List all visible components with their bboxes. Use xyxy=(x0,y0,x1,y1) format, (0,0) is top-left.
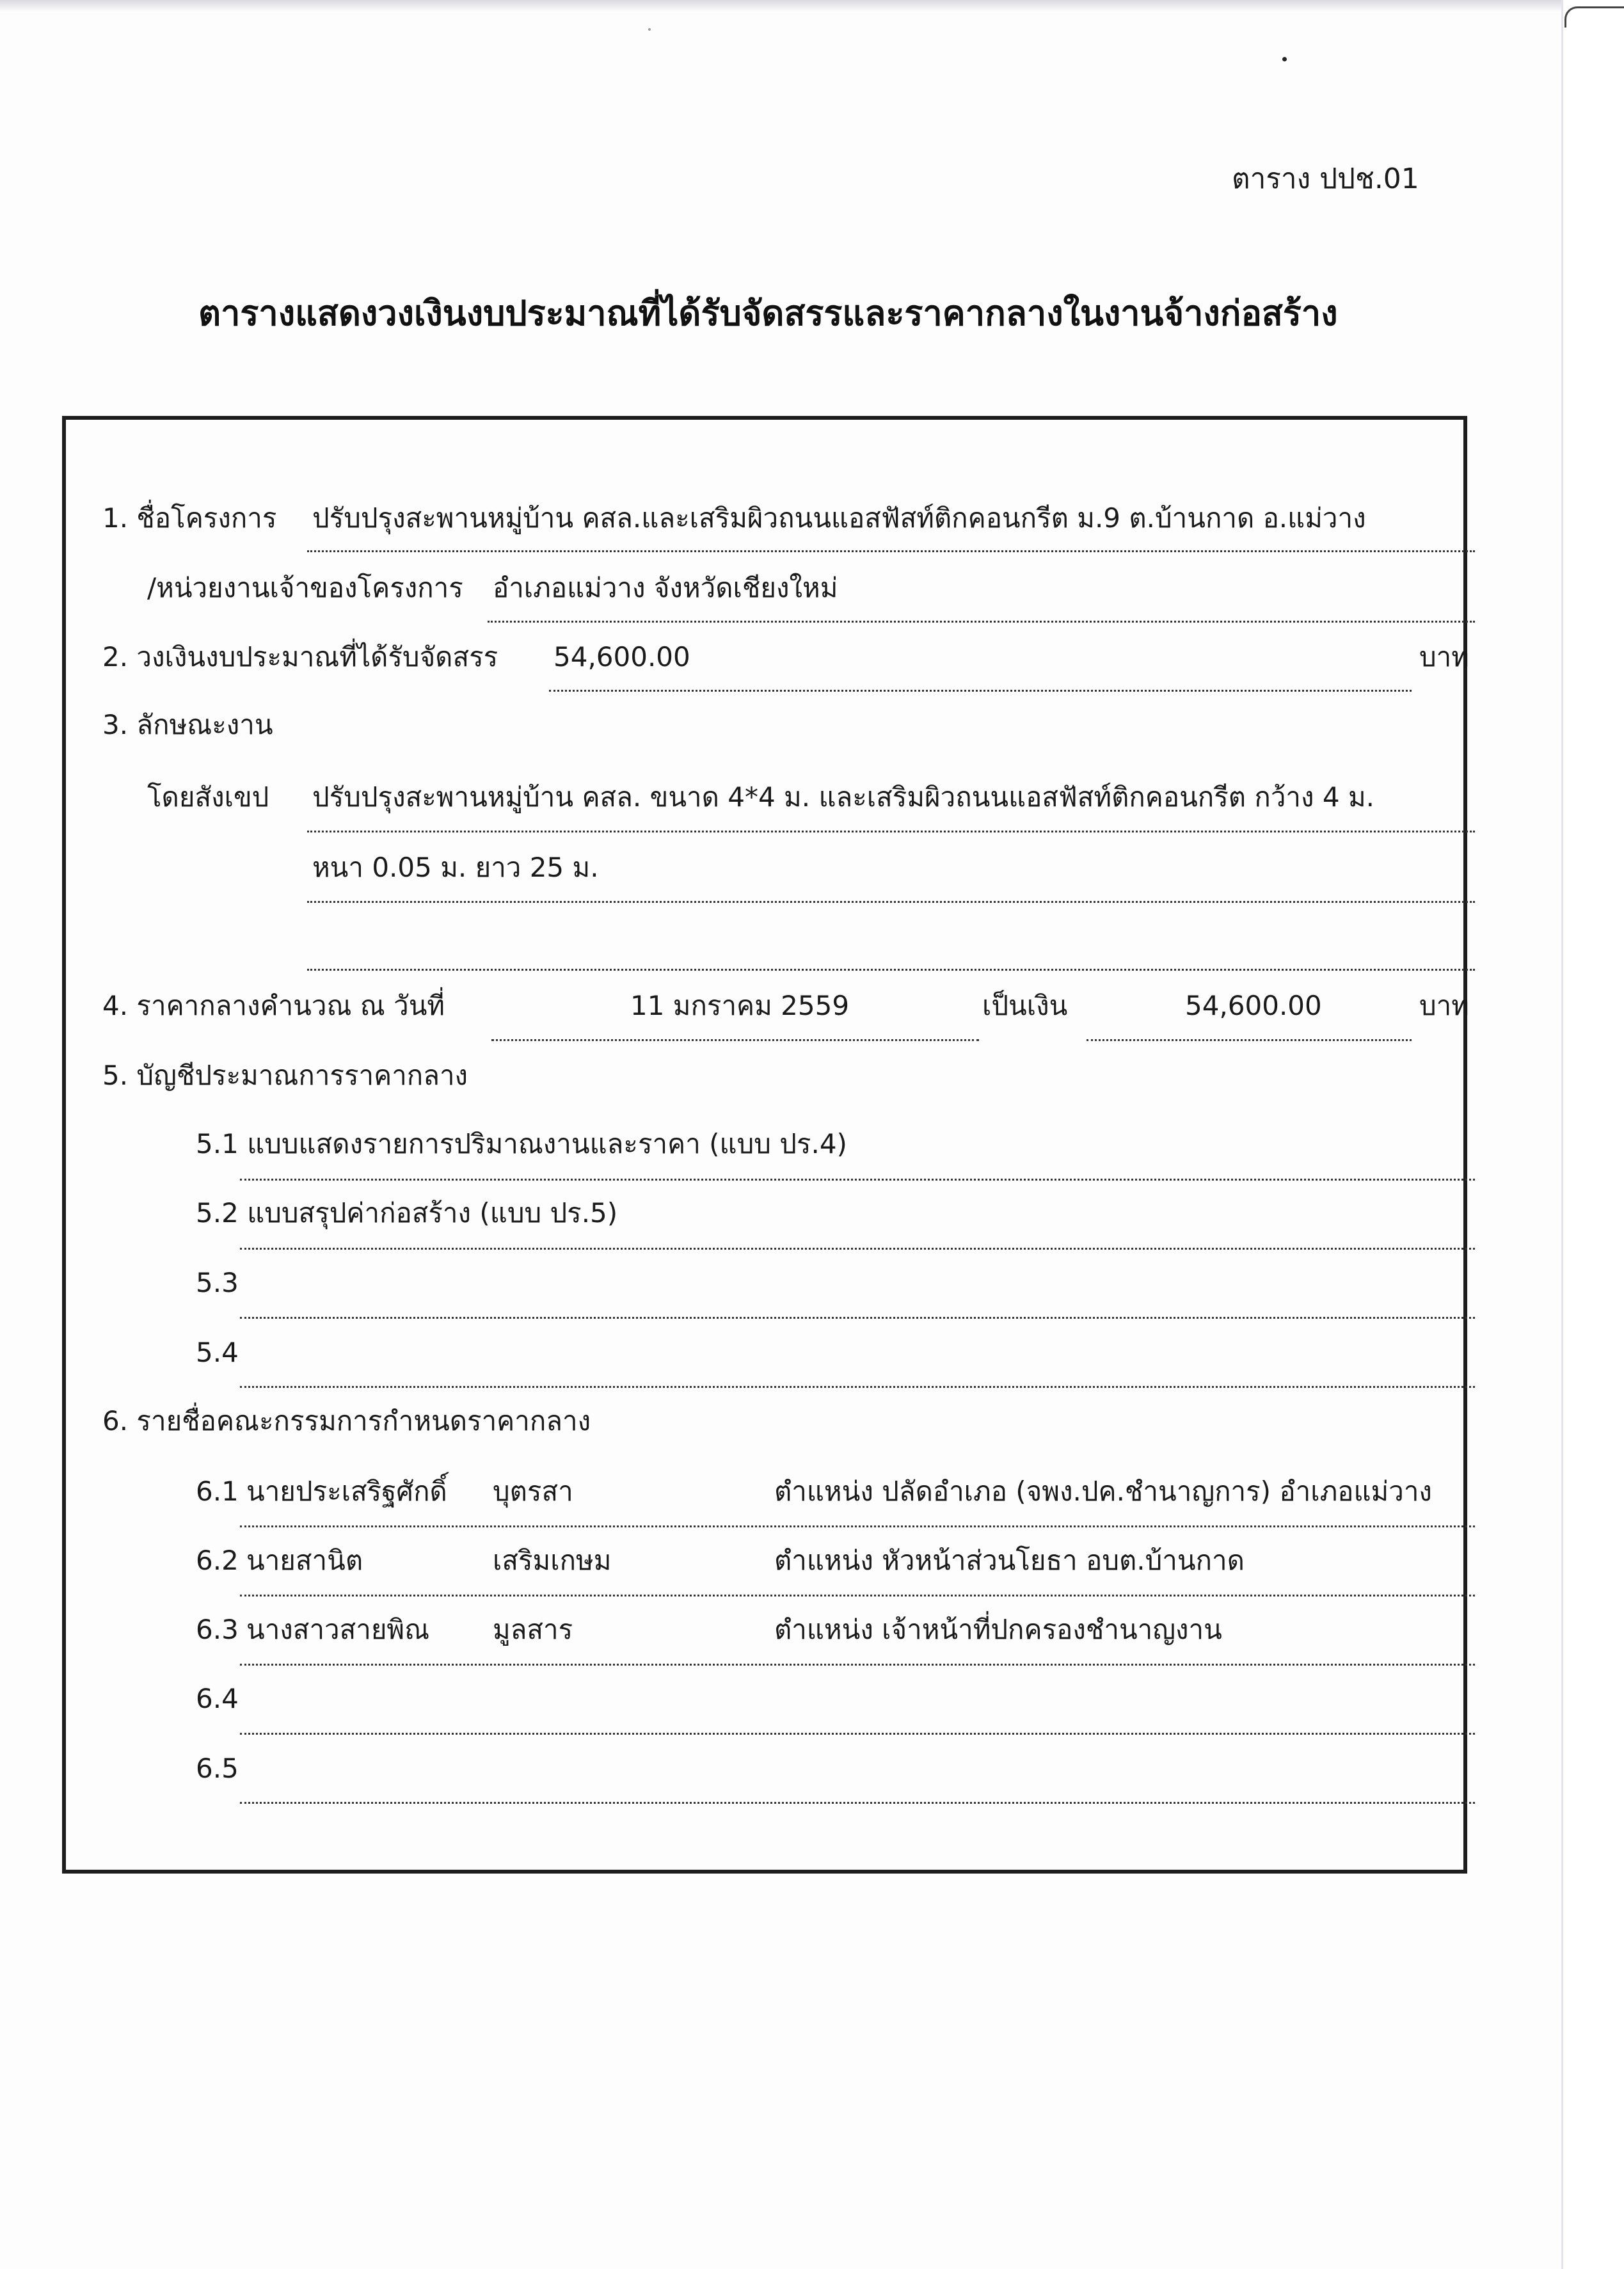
member-line xyxy=(240,1664,1475,1666)
member-last-name: มูลสาร xyxy=(493,1614,573,1645)
calc-date: 11 มกราคม 2559 xyxy=(630,990,850,1021)
member-last-name: เสริมเกษม xyxy=(493,1545,612,1576)
project-name-line xyxy=(307,550,1475,552)
item1-label: 1. ชื่อโครงการ xyxy=(102,502,277,534)
budget-value: 54,600.00 xyxy=(553,641,690,673)
item3-label: 3. ลักษณะงาน xyxy=(102,709,273,740)
member-number: 6.3 xyxy=(196,1614,239,1645)
item5-2: 5.2 แบบสรุปค่าก่อสร้าง (แบบ ปร.5) xyxy=(196,1197,618,1229)
budget-unit: บาท xyxy=(1419,641,1469,673)
item5-4-line xyxy=(240,1386,1475,1388)
scan-corner-mark xyxy=(1564,6,1624,28)
amount-value: 54,600.00 xyxy=(1185,990,1322,1021)
item5-3: 5.3 xyxy=(196,1267,239,1298)
member-first-name: นายประเสริฐศักดิ์ xyxy=(246,1476,447,1507)
member-position: ตำแหน่ง เจ้าหน้าที่ปกครองชำนาญงาน xyxy=(774,1614,1222,1645)
item5-3-line xyxy=(240,1317,1475,1319)
item5-label: 5. บัญชีประมาณการราคากลาง xyxy=(102,1060,468,1091)
item5-1: 5.1 แบบแสดงรายการปริมาณงานและราคา (แบบ ปร.4) xyxy=(196,1128,847,1159)
member-position: ตำแหน่ง หัวหน้าส่วนโยธา อบต.บ้านกาด xyxy=(774,1545,1245,1576)
summary-line1-rule xyxy=(307,831,1475,832)
member-line xyxy=(240,1802,1475,1804)
scan-speck xyxy=(1282,57,1287,61)
member-number: 6.1 xyxy=(196,1476,239,1507)
summary-line3-rule xyxy=(307,969,1475,971)
item2-label: 2. วงเงินงบประมาณที่ได้รับจัดสรร xyxy=(102,641,498,673)
amount-unit: บาท xyxy=(1419,990,1469,1021)
item5-4: 5.4 xyxy=(196,1337,239,1368)
budget-line xyxy=(549,690,1412,692)
calc-date-line xyxy=(491,1039,979,1041)
member-first-name: นางสาวสายพิณ xyxy=(246,1614,430,1645)
owner-label: /หน่วยงานเจ้าของโครงการ xyxy=(147,572,463,603)
item4-label: 4. ราคากลางคำนวณ ณ วันที่ xyxy=(102,990,445,1021)
item5-1-line xyxy=(240,1179,1475,1181)
member-number: 6.5 xyxy=(196,1753,239,1784)
item6-label: 6. รายชื่อคณะกรรมการกำหนดราคากลาง xyxy=(102,1405,591,1437)
member-line xyxy=(240,1525,1475,1527)
member-last-name: บุตรสา xyxy=(493,1476,573,1507)
owner-line xyxy=(488,621,1475,623)
summary-line2: หนา 0.05 ม. ยาว 25 ม. xyxy=(312,852,599,883)
member-line xyxy=(240,1595,1475,1596)
member-number: 6.2 xyxy=(196,1545,239,1576)
scan-speck xyxy=(648,28,651,31)
scan-top-shadow xyxy=(0,0,1561,12)
amount-line xyxy=(1087,1039,1412,1041)
project-name-value: ปรับปรุงสะพานหมู่บ้าน คสล.และเสริมผิวถนนแอสฟัสท์ติกคอนกรีต ม.9 ต.บ้านกาด อ.แม่วาง xyxy=(312,502,1366,534)
member-first-name: นายสานิต xyxy=(246,1545,363,1576)
amount-label: เป็นเงิน xyxy=(982,990,1068,1021)
member-position: ตำแหน่ง ปลัดอำเภอ (จพง.ปค.ชำนาญการ) อำเภอแม่วาง xyxy=(774,1476,1432,1507)
summary-line2-rule xyxy=(307,901,1475,903)
page-right-edge xyxy=(1561,0,1624,2269)
owner-value: อำเภอแม่วาง จังหวัดเชียงใหม่ xyxy=(493,572,838,603)
table-reference: ตาราง ปปช.01 xyxy=(1232,163,1419,195)
member-line xyxy=(240,1733,1475,1735)
member-number: 6.4 xyxy=(196,1683,239,1714)
item5-2-line xyxy=(240,1248,1475,1250)
page-title: ตารางแสดงวงเงินงบประมาณที่ได้รับจัดสรรและราคากลางในงานจ้างก่อสร้าง xyxy=(198,293,1338,333)
summary-label: โดยสังเขป xyxy=(147,781,269,813)
summary-line1: ปรับปรุงสะพานหมู่บ้าน คสล. ขนาด 4*4 ม. และเสริมผิวถนนแอสฟัสท์ติกคอนกรีต กว้าง 4 ม. xyxy=(312,781,1374,813)
